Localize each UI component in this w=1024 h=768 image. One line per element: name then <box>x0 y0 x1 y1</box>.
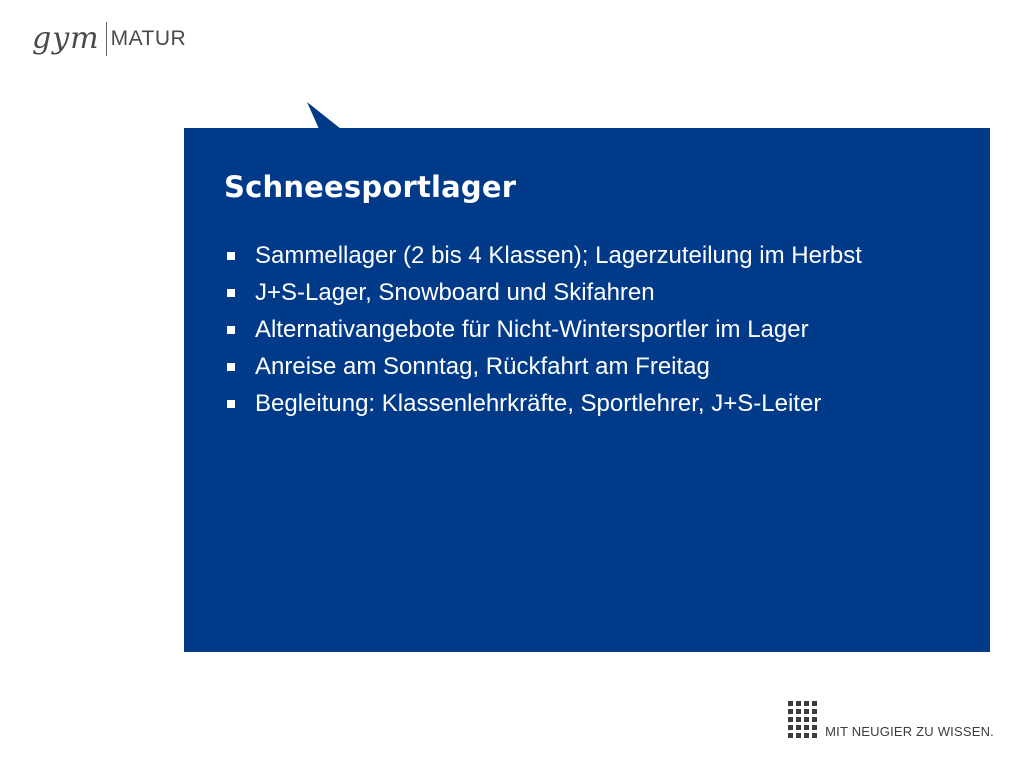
slide-content <box>184 128 990 652</box>
grid-dot <box>796 701 801 706</box>
slide-title: Schneesportlager <box>224 170 517 204</box>
grid-dot <box>804 717 809 722</box>
grid-dot <box>812 709 817 714</box>
footer-branding <box>788 701 994 738</box>
grid-dot <box>812 717 817 722</box>
grid-dot <box>804 725 809 730</box>
bullet-text: Begleitung: Klassenlehrkräfte, Sportlehrer, J+S-Leiter <box>255 390 822 417</box>
grid-dot <box>804 709 809 714</box>
grid-dot <box>796 709 801 714</box>
slogan-text: MIT NEUGIER ZU WISSEN. <box>825 724 994 739</box>
bullet-item <box>224 314 950 346</box>
square-bullet-icon <box>227 326 235 334</box>
grid-dot <box>796 725 801 730</box>
square-bullet-icon <box>227 400 235 408</box>
grid-dot <box>804 701 809 706</box>
bullet-item <box>224 351 950 383</box>
square-bullet-icon <box>227 363 235 371</box>
bullet-text: Anreise am Sonntag, Rückfahrt am Freitag <box>255 353 710 380</box>
square-bullet-icon <box>227 252 235 260</box>
grid-dot <box>804 733 809 738</box>
logo-script-text: gym <box>32 21 100 56</box>
grid-dot <box>812 701 817 706</box>
callout-pointer <box>307 102 341 129</box>
grid-dot <box>788 733 793 738</box>
bullet-item <box>224 388 950 420</box>
square-bullet-icon <box>227 289 235 297</box>
grid-dot <box>796 733 801 738</box>
grid-dot <box>788 717 793 722</box>
bullet-text: Sammellager (2 bis 4 Klassen); Lagerzuteilung im Herbst <box>255 242 862 269</box>
bullet-text: J+S-Lager, Snowboard und Skifahren <box>255 279 655 306</box>
logo-matur-text: MATUR <box>110 27 187 50</box>
grid-dot <box>788 701 793 706</box>
bullet-item <box>224 240 950 272</box>
grid-dot <box>788 725 793 730</box>
grid-dot <box>812 733 817 738</box>
grid-dot <box>796 717 801 722</box>
bullet-text: Alternativangebote für Nicht-Wintersportler im Lager <box>255 316 809 343</box>
dot-grid-icon <box>788 701 817 738</box>
grid-dot <box>788 709 793 714</box>
bullet-item <box>224 277 950 309</box>
bullet-list <box>224 240 950 420</box>
grid-dot <box>812 725 817 730</box>
